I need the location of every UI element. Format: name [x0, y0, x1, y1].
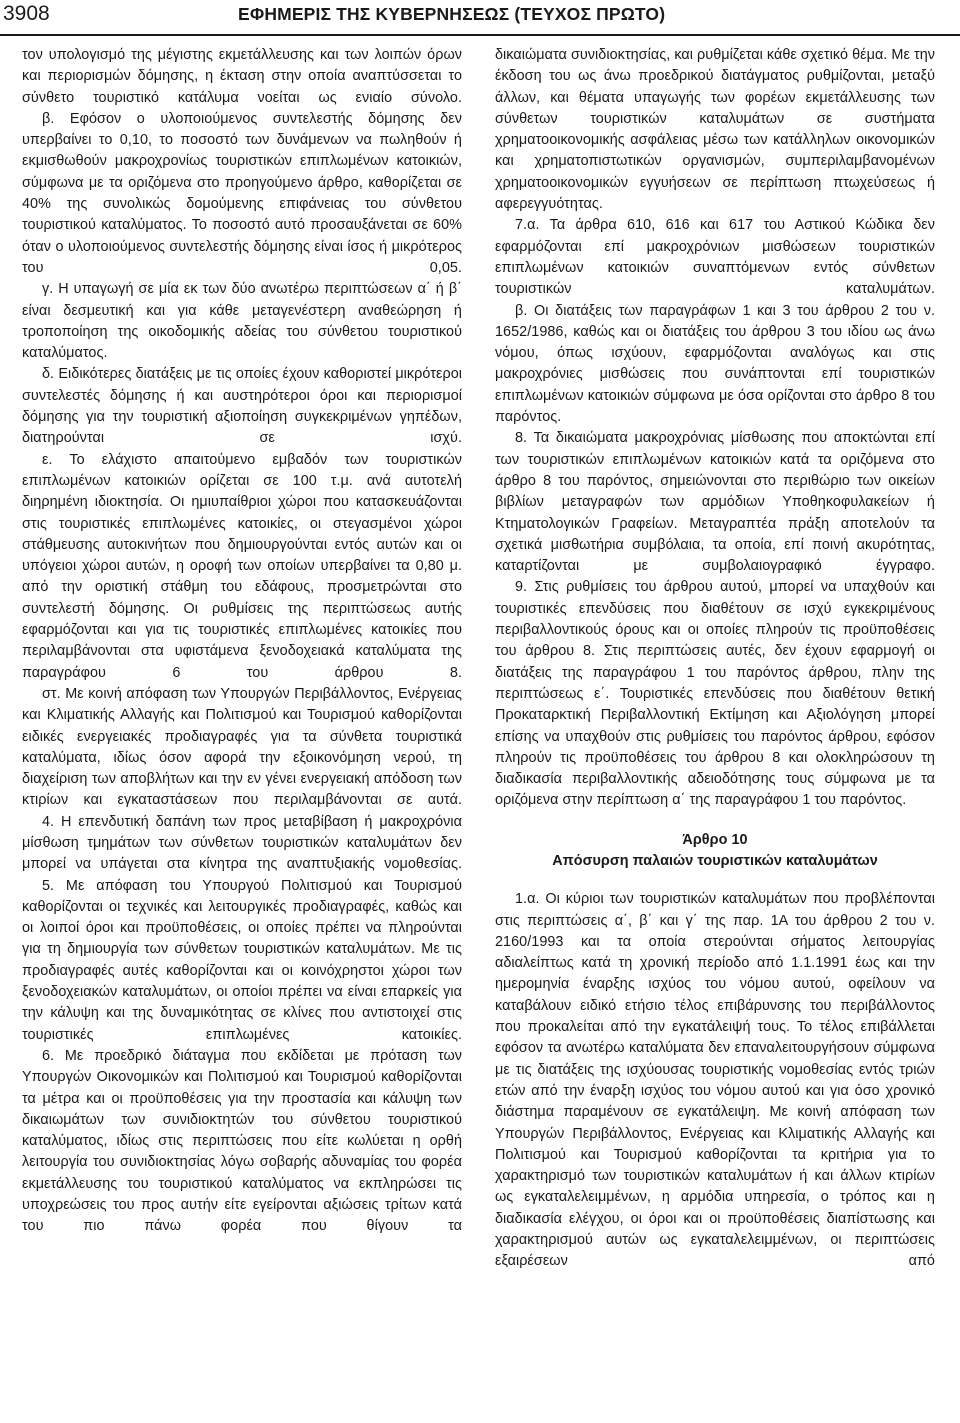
paragraph: 1.α. Οι κύριοι των τουριστικών καταλυμάτων που προβλέπονται στις περιπτώσεις α΄, β΄ και γ΄ της παρ. 1Α του άρθρου 2 του ν. 2160/1993 και τα οποία στερούνται σήματος λειτουργίας αδιαλείπτως κατά τη χρονική περίοδο από 1.1.1991 έως και την ημερομηνία έναρξης ισχύος του νόμου αυτού, οφείλουν να καταβάλουν ειδικό ετήσιο τέλος επιβάρυνσης του περιβάλλοντος που προκαλείται από την εγκατάλειψή τους. Το τέλος επιβάλλεται εφόσον τα ανωτέρω καταλύματα δεν επαναλειτουργήσουν σύμφωνα με τις διατάξεις της ισχύουσας τουριστικής νομοθεσίας εντός τριών ετών από την έναρξη ισχύος του νόμου αυτού και για όσο χρονικό διάστημα παραμένουν σε εγκατάλειψη. Με κοινή απόφαση των Υπουργών Περιβάλλοντος, Ενέργειας και Κλιματικής Αλλαγής και Πολιτισμού και Τουρισμού καθορίζονται τα κριτήρια για το χαρακτηρισμό των τουριστικών καταλυμάτων ή και άλλων κτιρίων ως εγκαταλελειμμένων, η αρμόδια υπηρεσία, ο τρόπος και η διαδικασία ελέγχου, οι όροι και οι προϋποθέσεις διαπίστωσης και χαρακτηρισμού αυτών ως εγκαταλελειμμένων, οι περιπτώσεις εξαιρέσεων από [495, 891, 935, 1270]
header-rule [0, 34, 960, 36]
paragraph: ε. Το ελάχιστο απαιτούμενο εμβαδόν των τουριστικών επιπλωμένων κατοικιών ορίζεται σε 100 τ.μ. ανά αυτοτελή διηρημένη ιδιοκτησία. Οι ημιυπαίθριοι χώροι που κατασκευάζονται στις τουριστικές επιπλωμένες κατοικίες, οι στεγασμένοι χώροι στάθμευσης αυτοκινήτων που δημιουργούνται εντός αυτών και οι υπόγειοι χώροι αυτών, η οροφή των οποίων υπερβαίνει τα 0,80 μ. από την οριστική στάθμη του εδάφους, προσμετρώνται στο συντελεστή δόμησης. Οι ρυθμίσεις της περιπτώσεως αυτής εφαρμόζονται και για τις τουριστικές επιπλωμένες κατοικίες που περιλαμβάνονται στα υφιστάμενα ξενοδοχειακά καταλύματα της παραγράφου 6 του άρθρου 8. [22, 451, 462, 681]
paragraph: β. Εφόσον ο υλοποιούμενος συντελεστής δόμησης δεν υπερβαίνει το 0,10, το ποσοστό των δυνάμενων να πωληθούν ή εκμισθωθούν μακροχρονίως τουριστικών επιπλωμένων κατοικιών, σύμφωνα με τα οριζόμενα στο προηγούμενο άρθρο, καθορίζεται σε 40% της συνολικώς δομούμενης επιφάνειας του σύνθετου τουριστικού καταλύματος. Το ποσοστό αυτό προσαυξάνεται σε 60% όταν ο υλοποιούμενος συντελεστής δόμησης είναι ίσος ή μικρότερος του 0,05. [22, 110, 462, 276]
paragraph: στ. Με κοινή απόφαση των Υπουργών Περιβάλλοντος, Ενέργειας και Κλιματικής Αλλαγής και Πολιτισμού και Τουρισμού καθορίζονται ειδικές ενεργειακές προδιαγραφές για τα σύνθετα τουριστικά καταλύματα, ιδίως όσον αφορά την εξοικονόμηση νερού, τη διαχείριση των αποβλήτων και την εν γένει ενεργειακή απόδοση των κτιρίων και εγκαταστάσεων που περιλαμβάνονται σε αυτά. [22, 685, 462, 809]
article-title: Απόσυρση παλαιών τουριστικών καταλυμάτων [552, 852, 878, 869]
paragraph: τον υπολογισμό της μέγιστης εκμετάλλευσης και των λοιπών όρων και περιορισμών δόμησης, η έκταση στην οποία αναπτύσσεται το σύνθετο τουριστικό κατάλυμα νοείται ως ενιαίο σύνολο. [22, 47, 462, 106]
paragraph: 8. Τα δικαιώματα μακροχρόνιας μίσθωσης που αποκτώνται επί των τουριστικών επιπλωμένων κατοικιών κατά τα οριζόμενα στο άρθρο 8 του παρόντος, σημειώνονται στο περιθώριο των οικείων βιβλίων μεταγραφών των αρμόδιων Υποθηκοφυλακείων ή Κτηματολογικών Γραφείων. Μεταγραπτέα πράξη αποτελούν τα σχετικά μισθωτήρια συμβόλαια, τα οποία, επί ποινή ακυρότητας, καταρτίζονται με συμβολαιογραφικό έγγραφο. [495, 430, 935, 575]
paragraph: 4. Η επενδυτική δαπάνη των προς μεταβίβαση ή μακροχρόνια μίσθωση τμημάτων των σύνθετων τουριστικών καταλυμάτων δεν μπορεί να υπάγεται στα κίνητρα της αναπτυξιακής νομοθεσίας. [22, 813, 462, 873]
left-column [22, 45, 462, 1238]
paragraph: 5. Με απόφαση του Υπουργού Πολιτισμού και Τουρισμού καθορίζονται οι τεχνικές και λειτουργικές προδιαγραφές, καθώς και οι λοιποί όροι και προϋποθέσεις, οι οποίες πρέπει να πληρούνται για τη δημιουργία των σύνθετων τουριστικών καταλυμάτων. Με τις προδιαγραφές αυτές καθορίζονται και οι κοινόχρηστοι χώροι των ξενοδοχειακών καταλυμάτων, οι οποίοι πρέπει να είναι επαρκείς για την κάλυψη και της δυναμικότητας σε κλίνες που αντιστοιχεί στις τουριστικές επιπλωμένες κατοικίες. [22, 877, 462, 1043]
journal-title: ΕΦΗΜΕΡΙΣ ΤΗΣ ΚΥΒΕΡΝΗΣΕΩΣ (ΤΕΥΧΟΣ ΠΡΩΤΟ) [238, 4, 666, 24]
page-header [0, 0, 960, 40]
page-number: 3908 [3, 2, 50, 25]
paragraph: γ. Η υπαγωγή σε μία εκ των δύο ανωτέρω περιπτώσεων α΄ ή β΄ είναι δεσμευτική και για κάθε μεταγενέστερη αναθεώρηση ή τροποποίηση της οικοδομικής αδείας του σύνθετου τουριστικού καταλύματος. [22, 281, 462, 362]
paragraph: δικαιώματα συνιδιοκτησίας, και ρυθμίζεται κάθε σχετικό θέμα. Με την έκδοση του ως άνω προεδρικού διατάγματος ρυθμίζονται, μεταξύ άλλων, και θέματα υπαγωγής των φορέων εκμετάλλευσης των σύνθετων τουριστικών καταλυμάτων σε συστήματα χρηματοοικονομικής ασφάλειας μέσω των κατάλληλων οικονομικών και χρηματοπιστωτικών οργανισμών, συμπεριλαμβανομένων χρηματοοικονομικών εγγυήσεων σε περίπτωση πτωχεύσεως ή αφερεγγυότητας. [495, 47, 935, 213]
right-column [495, 45, 935, 1273]
paragraph: 6. Με προεδρικό διάταγμα που εκδίδεται με πρόταση των Υπουργών Οικονομικών και Πολιτισμού και Τουρισμού καθορίζονται τα μέτρα και οι προϋποθέσεις για την προστασία και κάλυψη των δικαιωμάτων των συνιδιοκτητών του σύνθετου τουριστικού καταλύματος, ιδίως στις περιπτώσεις που είτε κωλύεται η ορθή λειτουργία του συνιδιοκτησίας λόγω σοβαρής αδυναμίας του φορέα εκμετάλλευσης του τουριστικού καταλύματος να εκπληρώσει τις υποχρεώσεις του προς αυτήν είτε εγείρονται αξιώσεις τρίτων κατά του πιο πάνω φορέα που θίγουν τα [22, 1047, 462, 1235]
paragraph: 7.α. Τα άρθρα 610, 616 και 617 του Αστικού Κώδικα δεν εφαρμόζονται επί μακροχρόνιων μισθώσεων τουριστικών επιπλωμένων κατοικιών συναπτόμενων εντός σύνθετων τουριστικών καταλυμάτων. [495, 217, 935, 298]
paragraph: 9. Στις ρυθμίσεις του άρθρου αυτού, μπορεί να υπαχθούν και τουριστικές επενδύσεις που διαθέτουν σε ισχύ εγκεκριμένους περιβαλλοντικούς όρους και οι οποίες πληρούν τις προϋποθέσεις του άρθρου 8. Στις περιπτώσεις αυτές, δεν έχουν εφαρμογή οι διατάξεις της παραγράφου 1 του παρόντος άρθρου, πλην της περιπτώσεως ε΄. Τουριστικές επενδύσεις που διαθέτουν θετική Προκαταρκτική Περιβαλλοντική Εκτίμηση και Αξιολόγηση μπορεί επίσης να υπαχθούν στις ρυθμίσεις του παρόντος άρθρου, εφόσον πληρούν τις προϋποθέσεις του άρθρου 8 και ολοκληρώσουν τη διαδικασία περιβαλλοντικής αδειοδότησης τους σύμφωνα με τα οριζόμενα στην περίπτωση α΄ της παραγράφου 1 του παρόντος. [495, 579, 935, 809]
article-number: Άρθρο 10 [682, 831, 748, 848]
paragraph: β. Οι διατάξεις των παραγράφων 1 και 3 του άρθρου 2 του ν. 1652/1986, καθώς και οι διατάξεις του άρθρου 3 του ιδίου ως άνω νόμου, όπως ισχύουν, εφαρμόζονται αναλόγως και στις μακροχρόνιες μισθώσεις που συνάπτονται επί τουριστικών επιπλωμένων κατοικιών σύμφωνα με όσα ορίζονται στο άρθρο 8 του παρόντος. [495, 302, 935, 426]
paragraph: δ. Ειδικότερες διατάξεις με τις οποίες έχουν καθοριστεί μικρότεροι συντελεστές δόμησης ή και αυστηρότεροι όροι και περιορισμοί δόμησης για την τουριστική αξιοποίηση συγκεκριμένων γηπέδων, διατηρούνται σε ισχύ. [22, 366, 462, 447]
